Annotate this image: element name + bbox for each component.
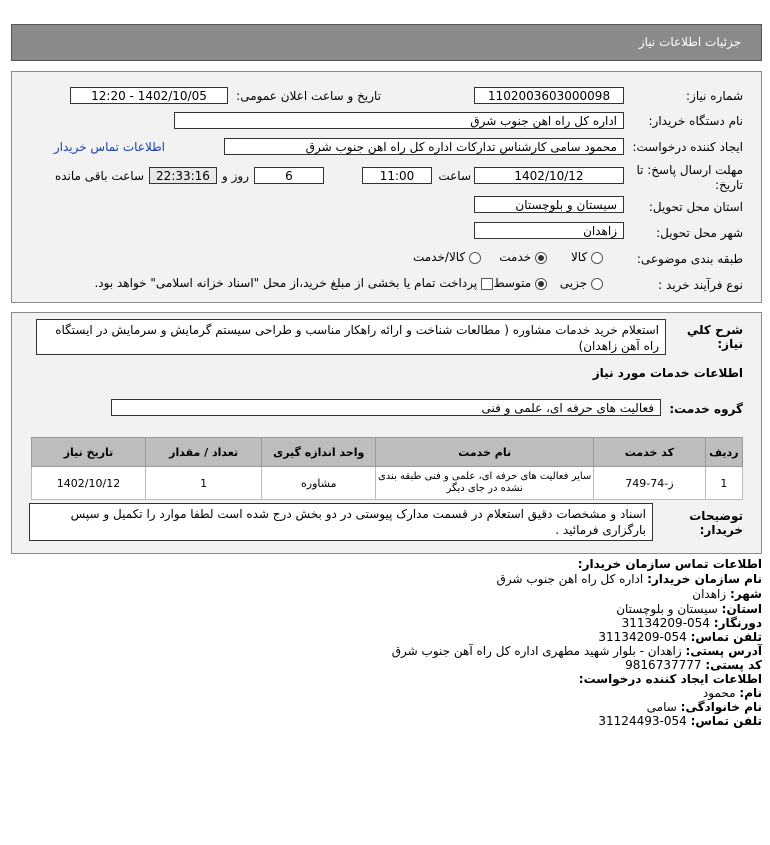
creator-label: ایجاد کننده درخواست:: [632, 140, 743, 154]
radio-minor[interactable]: [591, 278, 603, 290]
category-option-label: کالا: [570, 250, 588, 264]
announce-datetime-field: 1402/10/05 - 12:20: [70, 87, 228, 104]
city-label: شهر محل تحویل:: [656, 226, 743, 240]
days-label: روز و: [222, 169, 249, 183]
process-label: نوع فرآیند خرید :: [658, 278, 743, 292]
col-date: تاریخ نیاز: [32, 438, 146, 467]
remaining-time-field: 22:33:16: [149, 167, 217, 184]
province-field: سیستان و بلوچستان: [474, 196, 624, 213]
deadline-time-field: 11:00: [362, 167, 432, 184]
contact-org: نام سازمان خریدار: اداره کل راه اهن جنوب شرق: [496, 572, 762, 586]
process-option-medium[interactable]: [493, 276, 547, 290]
days-field: 6: [254, 167, 324, 184]
creator-info-title: اطلاعات ایجاد کننده درخواست:: [578, 672, 762, 686]
process-option-minor[interactable]: [560, 276, 603, 290]
need-info-panel: [11, 71, 762, 303]
table-row: [32, 467, 743, 500]
service-group-label: گروه خدمت:: [669, 402, 743, 416]
category-option-label: کالا/خدمت: [412, 250, 466, 264]
category-option-label: خدمت: [499, 250, 532, 264]
col-qty: تعداد / مقدار: [146, 438, 262, 467]
page-title: جزئیات اطلاعات نیاز: [638, 35, 741, 49]
contact-city: شهر: زاهدان: [692, 587, 762, 601]
services-table: [31, 437, 743, 500]
process-option-label: متوسط: [493, 276, 532, 290]
buyer-notes-label: توضیحات خریدار:: [689, 509, 743, 537]
radio-service[interactable]: [535, 252, 547, 264]
category-option-goods[interactable]: [571, 250, 603, 264]
category-option-service[interactable]: [499, 250, 547, 264]
buyer-notes-box: اسناد و مشخصات دقیق استعلام در قسمت مدارک پیوستی در دو بخش درج شده است لطفا موارد را تکمیل و سپس بارگزاری فرمائید .: [29, 503, 653, 541]
treasury-note: پرداخت تمام یا بخشی از مبلغ خرید،از محل "اسناد خزانه اسلامی" خواهد بود.: [94, 276, 478, 290]
category-label: طبقه بندی موضوعی:: [636, 252, 743, 266]
creator-family: نام خانوادگی: سامی: [646, 700, 762, 714]
contact-phone: تلفن تماس: 054-31134209: [598, 630, 762, 644]
table-header-row: [32, 438, 743, 467]
contact-title: اطلاعات تماس سازمان خریدار:: [577, 557, 762, 571]
radio-medium[interactable]: [535, 278, 547, 290]
province-label: استان محل تحویل:: [648, 200, 743, 214]
col-name: نام خدمت: [376, 438, 594, 467]
creator-phone: تلفن تماس: 054-31124493: [598, 714, 762, 728]
description-label: شرح کلي نياز:: [686, 323, 743, 351]
deadline-label: مهلت ارسال پاسخ: تا: [636, 163, 743, 177]
page-header: [11, 24, 762, 61]
deadline-time-label: ساعت: [438, 169, 471, 183]
cell-date: 1402/10/12: [32, 467, 146, 500]
col-unit: واحد اندازه گیری: [262, 438, 376, 467]
cell-name: سایر فعالیت های حرفه ای، علمی و فنی طبقه بندی نشده در جای دیگر: [376, 467, 594, 500]
cell-code: ز-74-749: [594, 467, 706, 500]
contact-fax: دورنگار: 054-31134209: [621, 616, 762, 630]
need-number-field: 1102003603000098: [474, 87, 624, 104]
treasury-payment-option[interactable]: [94, 276, 493, 290]
need-number-label: شماره نیاز:: [686, 89, 743, 103]
need-description-panel: [11, 312, 762, 554]
remaining-label: ساعت باقی مانده: [54, 169, 144, 183]
buyer-org-field: اداره کل راه اهن جنوب شرق: [174, 112, 624, 129]
description-box: استعلام خرید خدمات مشاوره ( مطالعات شناخت و ارائه راهکار مناسب و طراحی سیستم گرمایش و سرمایش در ایستگاه راه آهن زاهدان): [36, 319, 666, 355]
process-option-label: جزیی: [559, 276, 588, 290]
col-code: کد خدمت: [594, 438, 706, 467]
treasury-checkbox[interactable]: [481, 278, 493, 290]
services-section-title: اطلاعات خدمات مورد نیاز: [592, 366, 743, 380]
buyer-contact-link[interactable]: اطلاعات تماس خریدار: [53, 140, 165, 154]
announce-label: تاریخ و ساعت اعلان عمومی:: [236, 89, 381, 103]
buyer-org-label: نام دستگاه خریدار:: [648, 114, 743, 128]
category-option-goods-service[interactable]: [413, 250, 481, 264]
creator-name: نام: محمود: [702, 686, 762, 700]
col-row: ردیف: [705, 438, 742, 467]
service-group-field: فعالیت های حرفه ای، علمی و فنی: [111, 399, 661, 416]
deadline-date-field: 1402/10/12: [474, 167, 624, 184]
radio-goods-service[interactable]: [469, 252, 481, 264]
contact-province: استان: سیستان و بلوچستان: [616, 602, 762, 616]
city-field: زاهدان: [474, 222, 624, 239]
contact-address: آدرس پستی: زاهدان - بلوار شهید مطهری اداره کل راه آهن جنوب شرق: [391, 644, 762, 658]
cell-unit: مشاوره: [262, 467, 376, 500]
creator-field: محمود سامی کارشناس تدارکات اداره کل راه اهن جنوب شرق: [224, 138, 624, 155]
contact-postal: کد پستی: 9816737777: [625, 658, 762, 672]
deadline-label-2: تاریخ:: [715, 178, 743, 192]
radio-goods[interactable]: [591, 252, 603, 264]
cell-row: 1: [705, 467, 742, 500]
cell-qty: 1: [146, 467, 262, 500]
